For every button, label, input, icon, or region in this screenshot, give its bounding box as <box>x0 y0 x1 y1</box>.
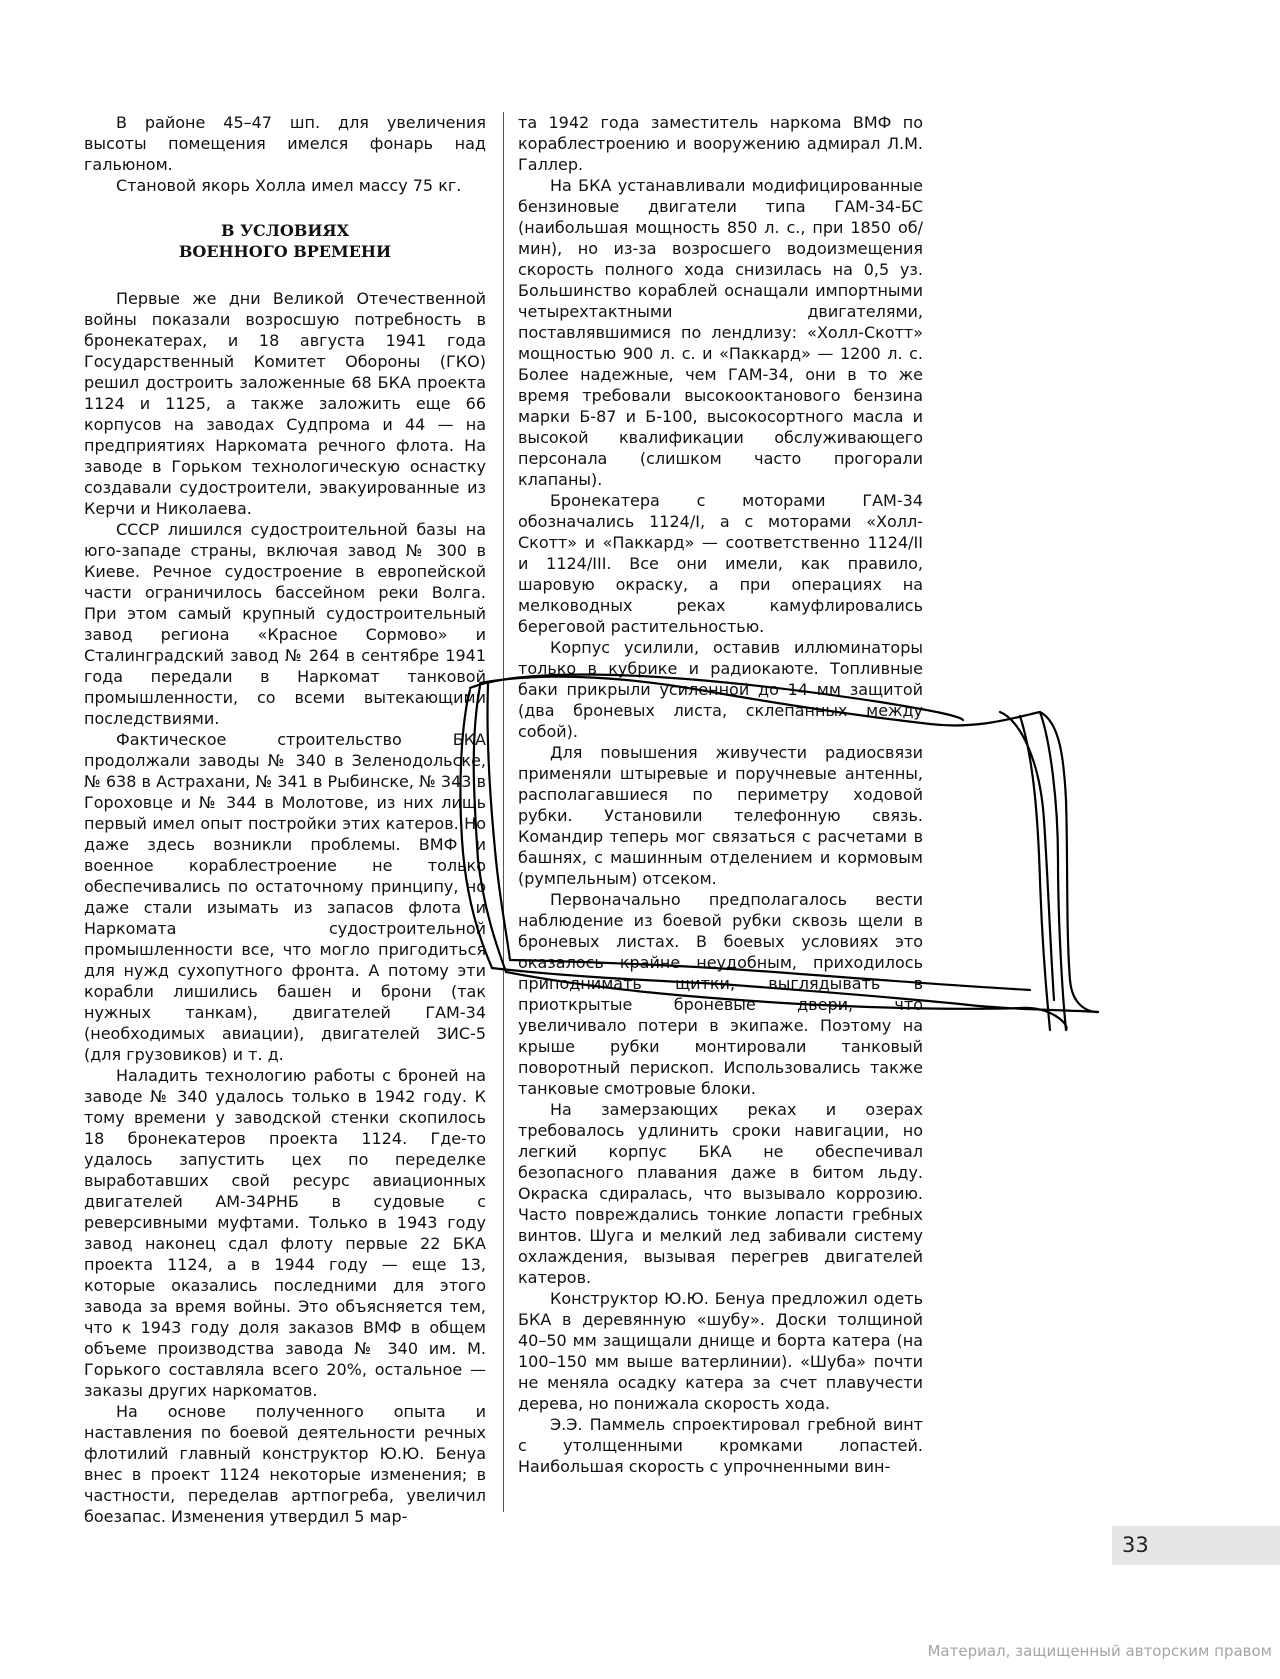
page-number: 33 <box>1122 1533 1149 1557</box>
right-paragraph-7: Конструктор Ю.Ю. Бенуа предложил одеть БКА в деревянную «шубу». Доски толщиной 40–50 мм защищали днище и борта катера (на 100–150 мм выше ватерлинии). «Шуба» почти не меняла осадку катера за счет плавучести дерева, но понижала скорость хода. <box>518 1289 923 1413</box>
left-paragraph-2: СССР лишился судостроительной базы на юго-западе страны, включая завод № 300 в Киеве. Речное судостроение в европейской части ограничилось бассейном реки Волга. При этом самый крупный судостроительный завод региона «Красное Сормово» и Сталинградский завод № 264 в сентябре 1941 года передали в Наркомат танковой промышленности, со всеми вытекающими последствиями. <box>84 520 486 728</box>
scribble-stroke-right <box>1000 712 1054 1030</box>
section-heading-line-2: ВОЕННОГО ВРЕМЕНИ <box>178 242 392 261</box>
right-paragraph-8: Э.Э. Паммель спроектировал гребной винт с утолщенными кромками лопастей. Наибольшая скорость с упрочненными вин- <box>518 1415 923 1476</box>
right-paragraph-1: На БКА устанавливали модифицированные бензиновые двигатели типа ГАМ-34-БС (наибольшая мощность 850 л. с., при 1850 об/мин), но из-за возросшего водоизмещения скорость полного хода снизилась на 0,5 уз. Большинство кораблей оснащали импортными четырехтактными двигателями, поставлявшимися по лендлизу: «Холл-Скотт» мощностью 900 л. с. и «Паккард» — 1200 л. с. Более надежные, чем ГАМ-34, они в то же время требовали высокооктанового бензина марки Б-87 и Б-100, высокосортного масла и высокой квалификации обслуживающего персонала (слишком часто прогорали клапаны). <box>518 176 923 489</box>
right-paragraph-5: Первоначально предполагалось вести наблюдение из боевой рубки сквозь щели в броневых листах. В боевых условиях это оказалось крайне неудобным, приходилось приподнимать щитки, выглядывать в приоткрытые броневые двери, что увеличивало потери в экипаже. Поэтому на крыше рубки монтировали танковый поворотный перископ. Использовались также танковые смотровые блоки. <box>518 890 923 1098</box>
column-divider <box>503 112 504 1512</box>
right-continuation: та 1942 года заместитель наркома ВМФ по кораблестроению и вооружению адмирал Л.М. Галлер. <box>518 113 923 174</box>
copyright-notice: Материал, защищенный авторским правом <box>927 1642 1272 1660</box>
intro-paragraph-1: В районе 45–47 шп. для увеличения высоты помещения имелся фонарь над гальюном. <box>84 113 486 174</box>
right-paragraph-4: Для повышения живучести радиосвязи применяли штыревые и поручневые антенны, располагавшиеся по периметру ходовой рубки. Установили телефонную связь. Командир теперь мог связаться с расчетами в башнях, с машинным отделением и кормовым (румпельным) отсеком. <box>518 743 923 888</box>
left-paragraph-1: Первые же дни Великой Отечественной войны показали возросшую потребность в бронекатерах, и 18 августа 1941 года Государственный Комитет Обороны (ГКО) решил достроить заложенные 68 БКА проекта 1124 и 1125, а также заложить еще 66 корпусов на заводах Судпрома и 44 — на предприятиях Наркомата речного флота. На заводе в Горьком технологическую оснастку создавали судостроители, эвакуированные из Керчи и Николаева. <box>84 289 486 518</box>
section-heading-line-1: В УСЛОВИЯХ <box>220 221 350 240</box>
intro-paragraph-2: Становой якорь Холла имел массу 75 кг. <box>116 176 462 195</box>
left-paragraph-3: Фактическое строительство БКА продолжали заводы № 340 в Зеленодольске, № 638 в Астрахани, № 341 в Рыбинске, № 343 в Гороховце и № 344 в Молотове, из них лишь первый имел опыт постройки этих катеров. Но даже здесь возникли проблемы. ВМФ и военное кораблестроение не только обеспечивались по остаточному принципу, но даже стали изымать из запасов флота и Наркомата судостроительной промышленности все, что могло пригодиться для нужд сухопутного фронта. А потому эти корабли лишились башен и брони (так нужных танкам), двигателей ГАМ-34 (необходимых авиации), двигателей ЗИС-5 (для грузовиков) и т. д. <box>84 730 486 1064</box>
right-paragraph-2: Бронекатера с моторами ГАМ-34 обозначались 1124/I, а с моторами «Холл-Скотт» и «Паккард» — соответственно 1124/II и 1124/III. Все они имели, как правило, шаровую окраску, а при операциях на мелководных реках камуфлировались береговой растительностью. <box>518 491 923 636</box>
left-paragraph-5: На основе полученного опыта и наставления по боевой деятельности речных флотилий главный конструктор Ю.Ю. Бенуа внес в проект 1124 некоторые изменения; в частности, переделав артпогреба, увеличил боезапас. Изменения утвердил 5 мар- <box>84 1402 486 1526</box>
right-column <box>518 112 923 1477</box>
section-heading <box>84 220 486 262</box>
page-number-box <box>1112 1526 1280 1565</box>
right-paragraph-6: На замерзающих реках и озерах требовалось удлинить сроки навигации, но легкий корпус БКА не обеспечивал безопасного плавания даже в битом льду. Окраска сдиралась, что вызывало коррозию. Часто повреждались тонкие лопасти гребных винтов. Шуга и мелкий лед забивали систему охлаждения, вызывая перегрев двигателей катеров. <box>518 1100 923 1287</box>
left-paragraph-4: Наладить технологию работы с броней на заводе № 340 удалось только в 1942 году. К тому времени у заводской стенки скопилось 18 бронекатеров проекта 1124. Где-то удалось запустить цех по переделке выработавших свой ресурс авиационных двигателей АМ-34РНБ в судовые с реверсивными муфтами. Только в 1943 году завод наконец сдал флоту первые 22 БКА проекта 1124, а в 1944 году — еще 13, которые оказались последними для этого завода за время войны. Это объясняется тем, что к 1943 году доля заказов ВМФ в общем объеме производства завода № 340 им. М. Горького составляла всего 20%, остальное — заказы других наркоматов. <box>84 1066 486 1400</box>
left-column <box>84 112 486 1527</box>
right-paragraph-3: Корпус усилили, оставив иллюминаторы только в кубрике и радиокаюте. Топливные баки прикрыли усиленной до 14 мм защитой (два броневых листа, склепанных между собой). <box>518 638 923 741</box>
